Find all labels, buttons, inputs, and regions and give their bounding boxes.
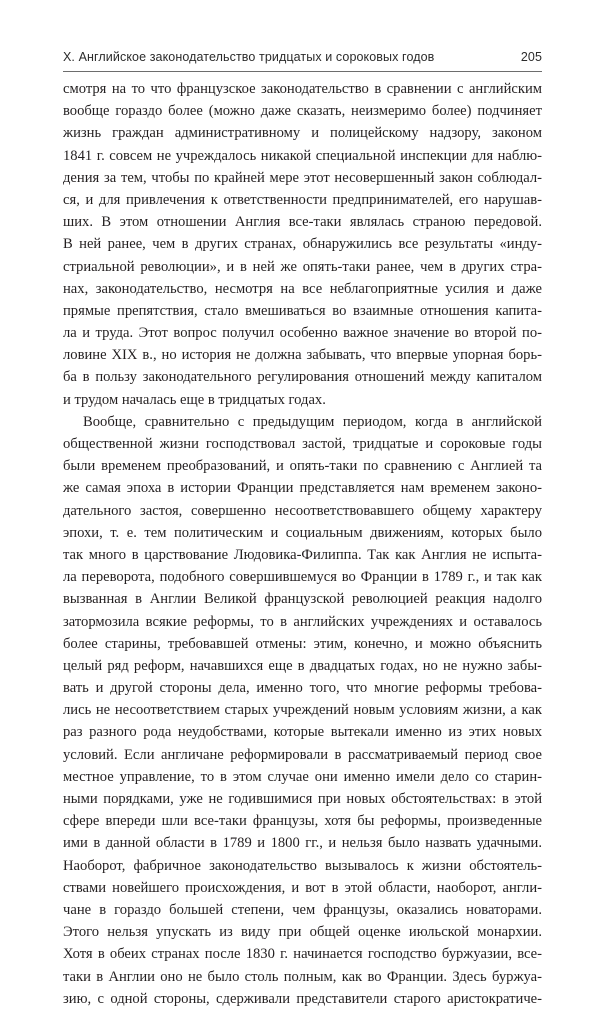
paragraph — [63, 78, 542, 411]
text-line: дательного застоя, совершенно несоответствовавшего общему характеру — [63, 502, 542, 519]
text-line: затормозила всякие реформы, то в английских учреждениях и оставалось — [63, 613, 542, 630]
text-line: общественной жизни господствовал застой, тридцатые и сороковые годы — [63, 436, 542, 452]
text-line: нах, законодательство, несмотря на все неблагоприятные усилия и даже — [63, 280, 542, 297]
text-line: прямые препятствия, стало вмешиваться во взаимные отношения капита- — [63, 302, 542, 319]
text-line: ших. В этом отношении Англия все-таки являлась страною передовой. — [63, 214, 542, 231]
text-line: более старины, требовавшей отмены: этим, конечно, и можно объяснить — [63, 635, 542, 652]
text-line: Вообще, сравнительно с предыдущим периодом, когда в английской — [83, 413, 542, 430]
text-line: сфере впереди шли все-таки французы, хотя бы реформы, произведенные — [63, 813, 542, 830]
text-line: лись не несоответствием старых учреждений новым условиям жизни, а как — [63, 702, 542, 719]
text-line: ствами новейшего происхождения, и вот в этой области, наоборот, англи- — [63, 879, 542, 896]
text-line: целый ряд реформ, начавшихся еще в двадцатых годах, но не нужно забы- — [63, 657, 542, 674]
text-line: жизнь граждан административному и полицейскому надзору, законом — [63, 125, 542, 142]
text-line: таки в Англии оно не было столь полным, как во Франции. Здесь буржуа- — [63, 968, 542, 985]
text-line: и трудом началась еще в тридцатых годах. — [63, 391, 326, 408]
paragraph — [63, 411, 542, 1010]
text-line: так много в царствование Людовика-Филиппа. Так как Англия не испыта- — [63, 546, 542, 563]
header-rule — [63, 71, 542, 72]
text-line: 1841 г. совсем не учреждалось никакой специальной инспекции для наблю- — [63, 147, 542, 164]
chapter-title: X. Английское законодательство тридцатых и сороковых годов — [63, 50, 435, 64]
text-line: эпохи, т. е. тем политическим и социальным движениям, которых было — [63, 524, 542, 541]
text-line: ла переворота, подобного совершившемуся во Франции в 1789 г., и так как — [63, 569, 542, 586]
text-line: вообще гораздо более (можно даже сказать, неизмеримо более) подчиняет — [63, 103, 542, 120]
text-line: местное управление, то в этом случае они именно имели дело со старин- — [63, 768, 542, 785]
text-line: Этого нельзя упускать из виду при общей оценке июльской монархии. — [63, 924, 542, 941]
running-head — [63, 50, 542, 72]
text-line: ся, и для привлечения к ответственности предпринимателей, его нарушав- — [63, 191, 542, 208]
text-line: ла и труда. Этот вопрос получил особенно важное значение во второй по- — [63, 325, 542, 342]
text-line: дения за тем, чтобы по крайней мере этот несовершенный закон соблюдал- — [63, 169, 542, 186]
text-line: Наоборот, фабричное законодательство вызывалось к жизни обстоятель- — [63, 857, 542, 874]
page-number: 205 — [520, 50, 542, 64]
text-line: смотря на то что французское законодательство в сравнении с английским — [63, 81, 542, 97]
text-line: стриальной революции», и в ней же опять-таки ранее, чем в других стра- — [63, 258, 542, 275]
text-line: ными порядками, уже не годившимися при новых обстоятельствах: в этой — [63, 791, 542, 807]
text-line: зию, с одной стороны, сдерживали представители старого аристократиче- — [63, 990, 542, 1007]
text-line: же самая эпоха в истории Франции представляется нам временем законо- — [63, 480, 542, 497]
text-line: ловине XIX в., но история не должна забывать, что впервые упорная борь- — [63, 347, 542, 364]
text-line: вать и другой стороны дела, именно того, что многие реформы требова- — [63, 680, 542, 697]
text-line: чане в гораздо большей степени, чем французы, оказались новаторами. — [63, 901, 542, 918]
text-line: Хотя в обеих странах после 1830 г. начинается господство буржуазии, все- — [63, 946, 542, 963]
text-line: условий. Если англичане реформировали в рассматриваемый период свое — [63, 746, 542, 763]
text-line: ба в пользу законодательного регулирования отношений между капиталом — [63, 369, 542, 386]
text-line: были временем преобразований, и опять-таки по сравнению с Англией та — [63, 458, 542, 475]
text-line: вызванная в Англии Великой французской революцией реакция надолго — [63, 591, 542, 608]
body-text — [63, 78, 542, 1010]
text-line: раз разного рода неудобствами, которые вытекали именно из этих новых — [63, 724, 542, 741]
text-line: В ней ранее, чем в других странах, обнаружились все результаты «инду- — [63, 236, 542, 253]
text-line: ими в данной области в 1789 и 1800 гг., и нельзя было назвать удачными. — [63, 835, 542, 852]
